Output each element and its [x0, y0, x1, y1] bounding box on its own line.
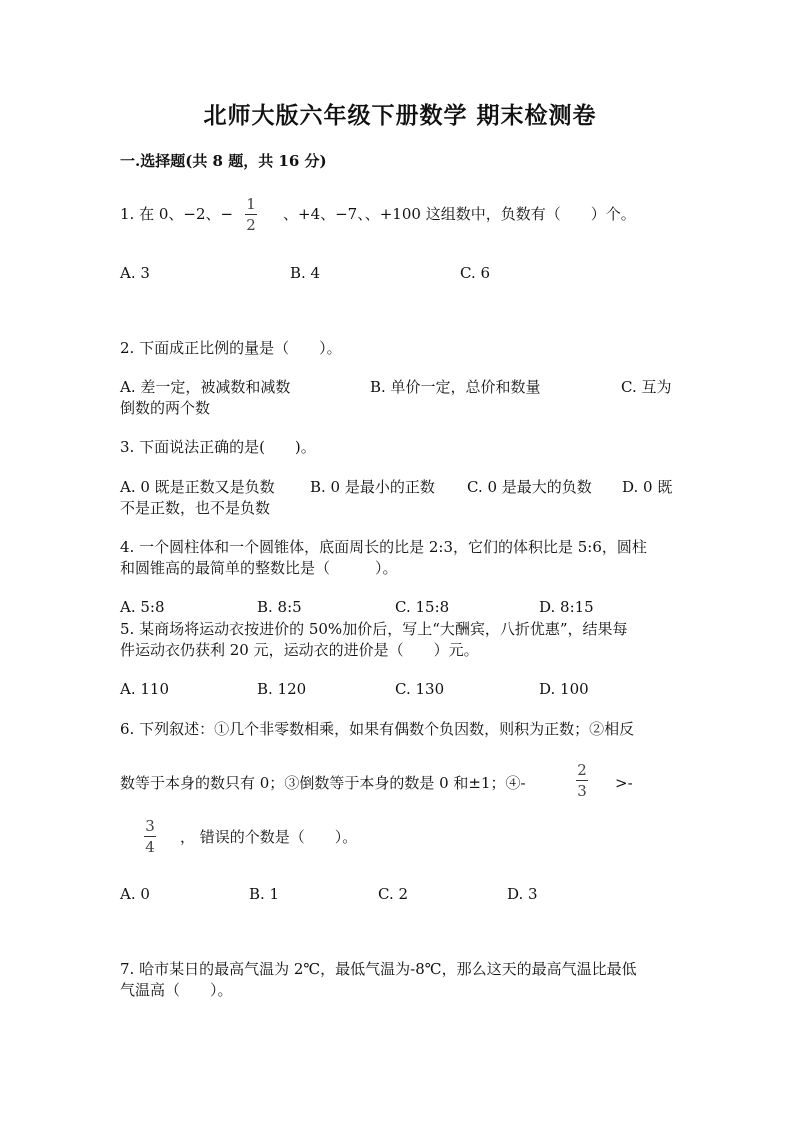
fraction-bar	[245, 214, 257, 215]
question-6-option-c: C. 2	[378, 885, 409, 903]
question-6-option-b: B. 1	[249, 885, 280, 903]
question-6-option-a: A. 0	[120, 885, 150, 903]
question-7-line-1: 7. 哈市某日的最高气温为 2℃，最低气温为-8℃，那么这天的最高气温比最低	[120, 960, 637, 978]
fraction-bar	[576, 780, 588, 781]
question-4-option-a: A. 5:8	[120, 598, 165, 616]
question-3-option-d-wrap: 不是正数，也不是负数	[120, 499, 271, 517]
page-title: 北师大版六年级下册数学 期末检测卷	[203, 102, 597, 129]
question-3-option-d: D. 0 既	[622, 478, 673, 496]
question-7-line-2: 气温高（ ）。	[120, 981, 233, 999]
fraction-denominator: 3	[577, 782, 587, 800]
question-5-line-1: 5. 某商场将运动衣按进价的 50%加价后，写上“大酬宾，八折优惠”，结果每	[120, 620, 628, 638]
fraction-numerator: 1	[246, 195, 256, 213]
fraction-bar	[144, 836, 156, 837]
fraction-numerator: 3	[145, 817, 155, 835]
fraction-denominator: 4	[145, 838, 155, 856]
question-5-option-d: D. 100	[539, 680, 589, 698]
question-2-option-c: C. 互为	[621, 378, 672, 396]
question-4-option-d: D. 8:15	[539, 598, 594, 616]
question-5-line-2: 件运动衣仍获利 20 元，运动衣的进价是（ ）元。	[120, 641, 479, 659]
question-2-text: 2. 下面成正比例的量是（ ）。	[120, 339, 342, 357]
question-6-option-d: D. 3	[507, 885, 538, 903]
question-1-text-after: 、+4、−7、、+100 这组数中，负数有（ ）个。	[283, 205, 636, 223]
question-4-line-2: 和圆锥高的最简单的整数比是（ ）。	[120, 559, 398, 577]
question-5-option-c: C. 130	[395, 680, 445, 698]
question-2-option-b: B. 单价一定，总价和数量	[370, 378, 541, 396]
question-3-option-a: A. 0 既是正数又是负数	[120, 478, 275, 496]
question-2-option-c-wrap: 倒数的两个数	[120, 399, 211, 417]
question-1-option-b: B. 4	[290, 264, 321, 282]
question-4-option-b: B. 8:5	[257, 598, 302, 616]
question-6-fraction-1	[576, 762, 588, 799]
question-6-fraction-2	[144, 818, 156, 855]
question-4-line-1: 4. 一个圆柱体和一个圆锥体，底面周长的比是 2:3，它们的体积比是 5:6，圆柱	[120, 538, 647, 556]
question-1-option-c: C. 6	[460, 264, 491, 282]
fraction-numerator: 2	[577, 761, 587, 779]
question-4-option-c: C. 15:8	[395, 598, 450, 616]
question-6-line-3: ， 错误的个数是（ ）。	[180, 828, 358, 846]
section-heading: 一.选择题(共 8 题，共 16 分)	[120, 152, 327, 170]
fraction-denominator: 2	[246, 216, 256, 234]
question-1-option-a: A. 3	[120, 264, 150, 282]
question-3-text: 3. 下面说法正确的是( )。	[120, 438, 316, 456]
question-2-option-a: A. 差一定，被减数和减数	[120, 378, 291, 396]
question-6-line-2: 数等于本身的数只有 0；③倒数等于本身的数是 0 和±1；④-	[120, 774, 526, 792]
question-1-fraction	[245, 196, 257, 233]
question-1-text-before: 1. 在 0、−2、−	[120, 205, 234, 223]
question-3-option-b: B. 0 是最小的正数	[310, 478, 435, 496]
question-5-option-a: A. 110	[120, 680, 169, 698]
question-6-comparison: >-	[615, 774, 633, 792]
question-6-line-1: 6. 下列叙述：①几个非零数相乘，如果有偶数个负因数，则积为正数；②相反	[120, 720, 635, 738]
question-5-option-b: B. 120	[257, 680, 307, 698]
question-3-option-c: C. 0 是最大的负数	[467, 478, 592, 496]
